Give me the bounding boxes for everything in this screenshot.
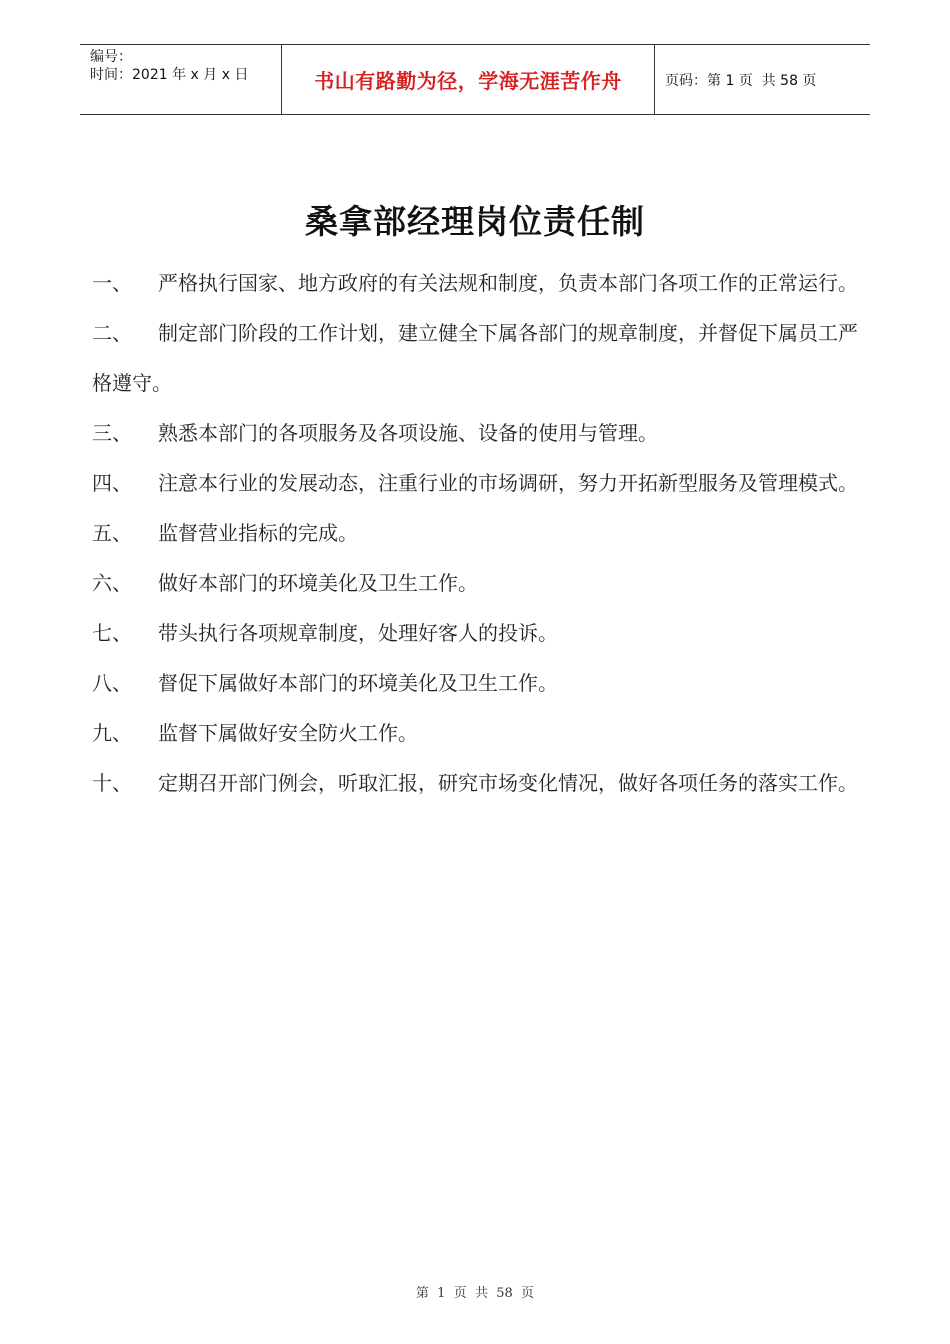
item-number: 一、 [92,271,132,295]
item-text: 督促下属做好本部门的环境美化及卫生工作。 [158,671,558,695]
page-header [80,44,870,115]
item-number: 八、 [92,671,132,695]
item-text: 注意本行业的发展动态，注重行业的市场调研，努力开拓新型服务及管理模式。 [158,471,858,495]
list-item [92,458,860,508]
list-item [92,408,860,458]
list-item [92,608,860,658]
item-number: 二、 [92,321,132,345]
item-text: 监督下属做好安全防火工作。 [158,721,418,745]
item-text: 熟悉本部门的各项服务及各项设施、设备的使用与管理。 [158,421,658,445]
item-number: 四、 [92,471,132,495]
list-item [92,708,860,758]
list-item [92,758,860,808]
item-number: 六、 [92,571,132,595]
item-number: 五、 [92,521,132,545]
item-text: 带头执行各项规章制度，处理好客人的投诉。 [158,621,558,645]
header-page-info: 页码：第 1 页 共 58 页 [665,72,817,89]
item-text: 严格执行国家、地方政府的有关法规和制度，负责本部门各项工作的正常运行。 [158,271,858,295]
list-item [92,508,860,558]
serial-number-label: 编号： [90,49,132,65]
item-text: 做好本部门的环境美化及卫生工作。 [158,571,478,595]
list-item [92,308,860,408]
item-text: 定期召开部门例会，听取汇报，研究市场变化情况，做好各项任务的落实工作。 [158,771,858,795]
item-number: 七、 [92,621,132,645]
item-number: 十、 [92,771,132,795]
date-label: 时间：2021 年 x 月 x 日 [90,67,249,83]
document-title: 桑拿部经理岗位责任制 [305,202,645,241]
item-text: 制定部门阶段的工作计划，建立健全下属各部门的规章制度，并督促下属员工严格遵守。 [92,321,858,395]
page-footer: 第 1 页 共 58 页 [415,1286,535,1301]
header-motto: 书山有路勤为径，学海无涯苦作舟 [282,45,655,114]
list-item [92,558,860,608]
item-number: 九、 [92,721,132,745]
duty-list [92,258,860,808]
header-meta-cell [80,45,282,114]
item-text: 监督营业指标的完成。 [158,521,358,545]
item-number: 三、 [92,421,132,445]
list-item [92,658,860,708]
list-item [92,258,860,308]
